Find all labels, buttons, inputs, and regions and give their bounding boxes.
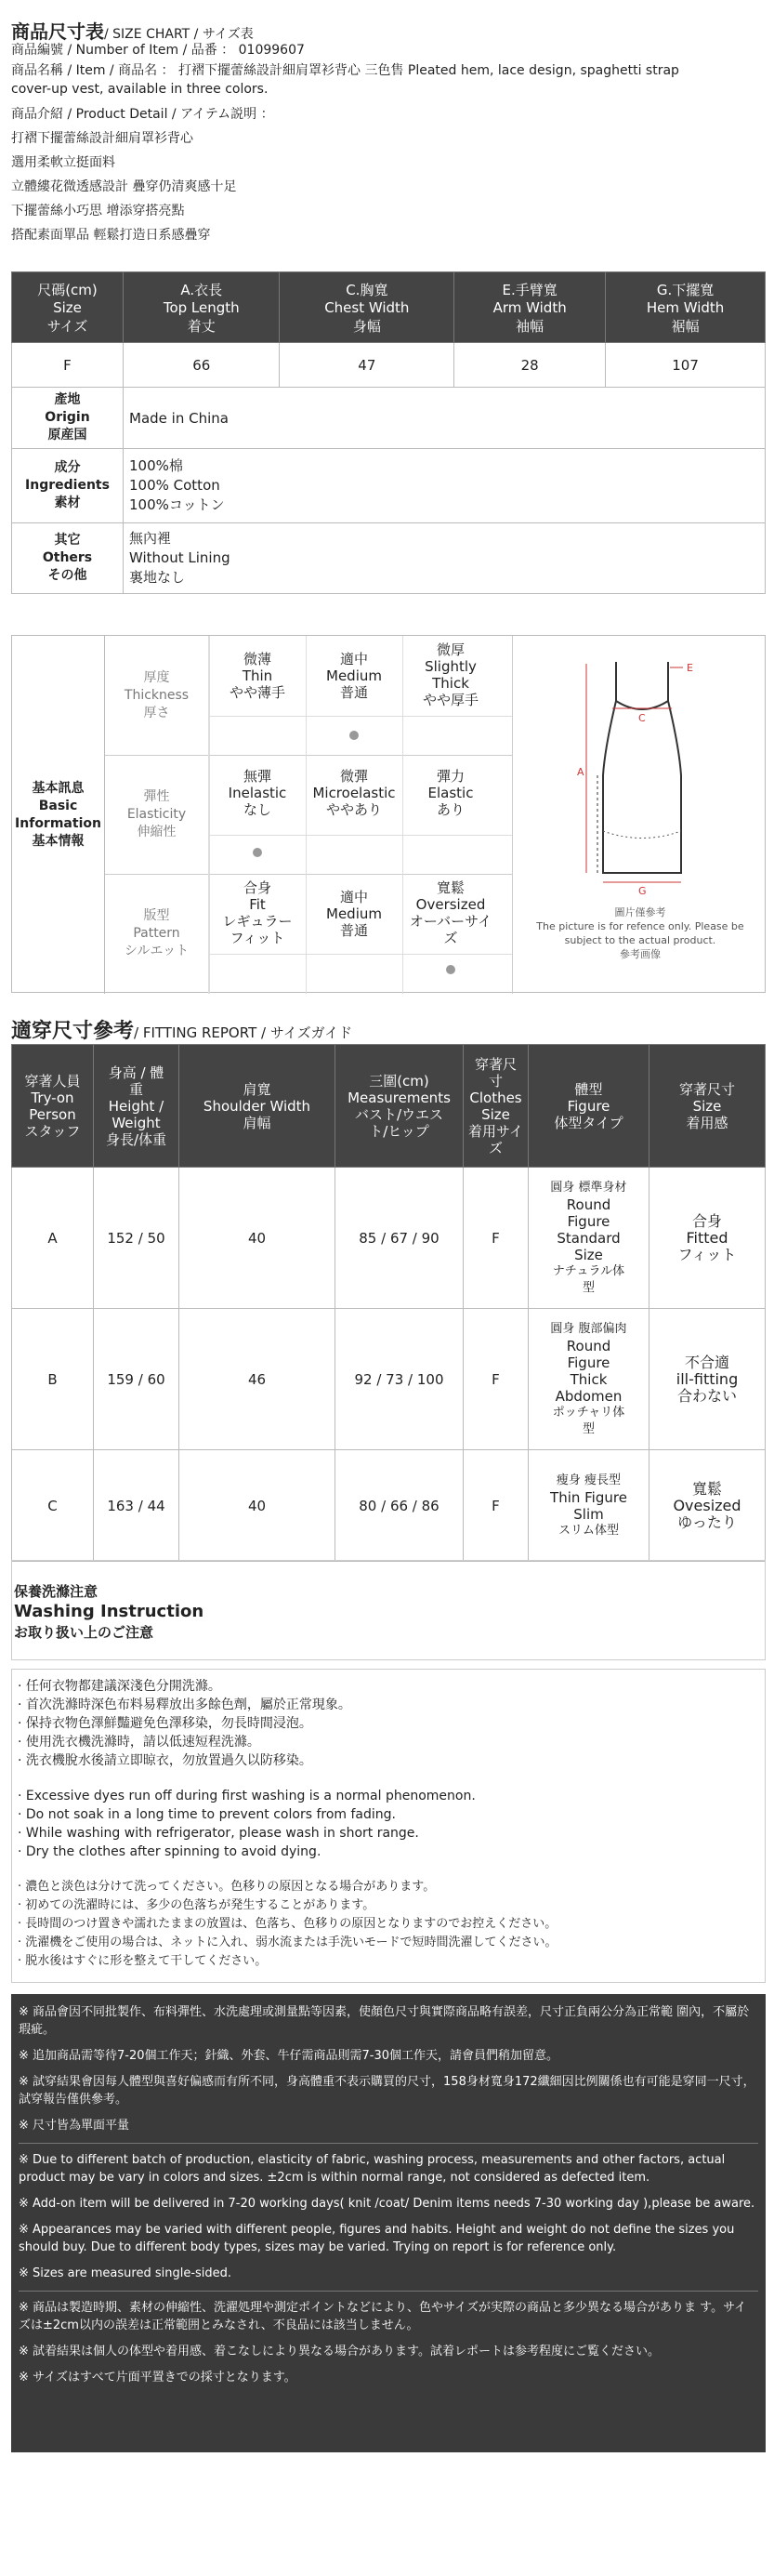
option-slightly-thick: 微厚 Slightly Thick やや厚手 [422,641,479,708]
meas-header: 三圍(cm) Measurements バスト/ウエス ト/ヒップ [335,1045,464,1168]
notes-panel: ※ 商品會因不同批製作、布料彈性、水洗處理或測量點等因素，使顏色尺寸與實際商品略有誤差，尺寸正負兩公分為正常範 圍內，不屬於瑕疵。 ※ 追加商品需等待7-20個工作天；針織、外套、牛仔需商品則需7-30個工作天，請會員們稍加留意。 ※ 試穿結果會因每人體型與喜好偏感而有所不同，身高體重不表示購買的尺寸，158身材寬身172纖細因比例關係也有可能是穿同一尺寸，試穿報告僅供參考。 ※ 尺寸皆為單面平量 ※ Due to different batch of production, elasticity of fabric, washing process, measurements and other factors, actual product may be vary in colors and sizes. ±2cm is within normal range, not considered as defected item. ※ Add-on item will be delivered in 7-20 working days( knit /coat/ Denim items needs 7-30 working day ),please be aware. ※ Appearances may be varied with different people, figures and habits. Height and weight do not define the sizes you should buy. Due to different body types, sizes may be varied. Trying on report is for reference only. ※ Sizes are measured single-sided. ※ 商品は製造時期、素材の伸縮性、洗濯処理や測定ポイントなどにより、色やサイズが実際の商品と多少異なる場合がありま す。サイズは±2cm以内の誤差は正常範囲とみなされ、不良品には該当しません。 ※ 試着結果は個人の体型や着用感、着こなしにより異なる場合があります。試着レポートは参考程度にご覧ください。 ※ サイズはすべて片面平置きでの採寸となります。 [11,1994,766,2452]
item-name-cont: cover-up vest, available in three colors. [11,82,269,97]
arm-value: 28 [454,343,606,388]
option-medium: 適中 Medium 普通 [326,889,382,939]
length-header: A.衣長 Top Length 着丈 [124,272,280,343]
basic-info-panel [11,635,766,993]
option-medium: 適中 Medium 普通 [326,651,382,701]
garment-diagram [558,645,726,896]
thickness-label: 厚度 Thickness 厚さ [105,636,209,755]
fitting-title: 適穿尺寸參考/ FITTING REPORT / サイズガイド [11,1020,353,1043]
label-e: E [687,662,693,674]
option-oversized: 寬鬆 Oversized オーバーサイ ズ [409,879,492,946]
hem-value: 107 [606,343,766,388]
chest-value: 47 [280,343,454,388]
material-table [11,387,766,594]
detail-label: 商品介紹 / Product Detail / アイテム説明 ： [11,107,274,122]
hem-header: G.下擺寬 Hem Width 裾幅 [606,272,766,343]
others-label: 其它 Others その他 [12,523,124,594]
title-sub: / SIZE CHART / サイズ表 [104,27,254,42]
length-value: 66 [124,343,280,388]
washing-instructions: · 任何衣物都建議深淺色分開洗滌。 · 首次洗滌時深色布料易釋放出多餘色劑，屬於正常現象。 · 保持衣物色澤鮮豔避免色澤移染，勿長時間浸泡。 · 使用洗衣機洗滌時，請以低速短程洗滌。 · 洗衣機脫水後請立即晾衣，勿放置過久以防移染。 · Excessive dyes run off during first washing is a normal phenomenon. · Do not soak in a long time to prevent colors from fading. · While washing with refrigerator, please wash in short range. · Dry the clothes after spinning to avoid dying. · 濃色と淡色は分けて洗ってください。色移りの原因となる場合があります。 · 初めての洗濯時には、多少の色落ちが発生することがあります。 · 長時間のつけ置きや濡れたままの放置は、色落ち、色移りの原因となりますのでお控えください。 · 洗濯機をご使用の場合は、ネットに入れ、弱水流または手洗いモードで短時間洗濯してください。 · 脱水後はすぐに形を整えて干してください。 [11,1669,766,1983]
label-a: A [577,766,584,778]
hw-header: 身高 / 體 重 Height / Weight 身長/体重 [94,1045,179,1168]
detail-line: 搭配素面單品 輕鬆打造日系感疊穿 [11,228,211,243]
detail-line: 打褶下擺蕾絲設計細肩罩衫背心 [11,131,193,146]
selected-dot [349,731,359,740]
title-main: 商品尺寸表 [11,20,104,43]
fitting-table [11,1044,766,1562]
size-header: 穿著尺 寸 Clothes Size 着用サイ ズ [464,1045,529,1168]
elasticity-label: 彈性 Elasticity 伸縮性 [105,755,209,874]
ingredients-label: 成分 Ingredients 素材 [12,449,124,523]
table-row: B 159 / 60 46 92 / 73 / 100 F 圓身 腹部偏肉 Round Figure Thick Abdomen ポッチャリ体 型 不合適 ill-fitting 合わない [12,1309,766,1450]
option-elastic: 彈力 Elastic あり [427,768,474,818]
chest-header: C.胸寬 Chest Width 身幅 [280,272,454,343]
size-table [11,271,766,388]
ingredients-value: 100%棉 100% Cotton 100%コットン [124,449,766,523]
label-g: G [638,885,647,896]
item-number: 商品編號 / Number of Item / 品番 ： 01099607 [11,43,305,58]
item-name: 商品名稱 / Item / 商品名 ： 打褶下擺蕾絲設計細肩罩衫背心 三色售 Pleated hem, lace design, spaghetti strap [11,63,679,78]
selected-dot [253,848,262,857]
table-row: C 163 / 44 40 80 / 66 / 86 F 瘦身 瘦長型 Thin Figure Slim スリム体型 寬鬆 Ovesized ゆったり [12,1450,766,1562]
feel-header: 穿著尺寸 Size 着用感 [649,1045,766,1168]
label-c: C [638,712,646,724]
page-title [11,17,254,44]
selected-dot [446,965,455,974]
washing-header: 保養洗滌注意 Washing Instruction お取り扱い上のご注意 [11,1560,766,1660]
option-microelastic: 微彈 Microelastic ややあり [312,768,396,818]
detail-line: 下擺蕾絲小巧思 增添穿搭亮點 [11,204,185,218]
option-thin: 微薄 Thin やや薄手 [229,651,285,701]
arm-header: E.手臂寬 Arm Width 袖幅 [454,272,606,343]
shoulder-header: 肩寬 Shoulder Width 肩幅 [179,1045,335,1168]
figure-header: 體型 Figure 体型タイプ [529,1045,649,1168]
origin-label: 產地 Origin 原産国 [12,388,124,449]
pattern-label: 版型 Pattern シルエット [105,874,209,994]
option-fit: 合身 Fit レギュラー フィット [222,879,293,946]
basic-info-label: 基本訊息 Basic Information 基本情報 [12,636,105,994]
table-row: A 152 / 50 40 85 / 67 / 90 F 圓身 標準身材 Round Figure Standard Size ナチュラル体 型 合身 Fitted フィット [12,1168,766,1309]
diagram-caption: 圖片僅參考 The picture is for refence only. Please be subject to the actual product. 參考画像 [536,906,744,960]
size-header: 尺碼(cm) Size サイズ [12,272,124,343]
size-value: F [12,343,124,388]
option-inelastic: 無彈 Inelastic なし [228,768,287,818]
detail-line: 選用柔軟立挺面料 [11,155,115,170]
detail-line: 立體縷花微透感設計 疊穿仍清爽感十足 [11,179,237,194]
person-header: 穿著人員 Try-on Person スタッフ [12,1045,94,1168]
others-value: 無內裡 Without Lining 裏地なし [124,523,766,594]
origin-value: Made in China [124,388,766,449]
